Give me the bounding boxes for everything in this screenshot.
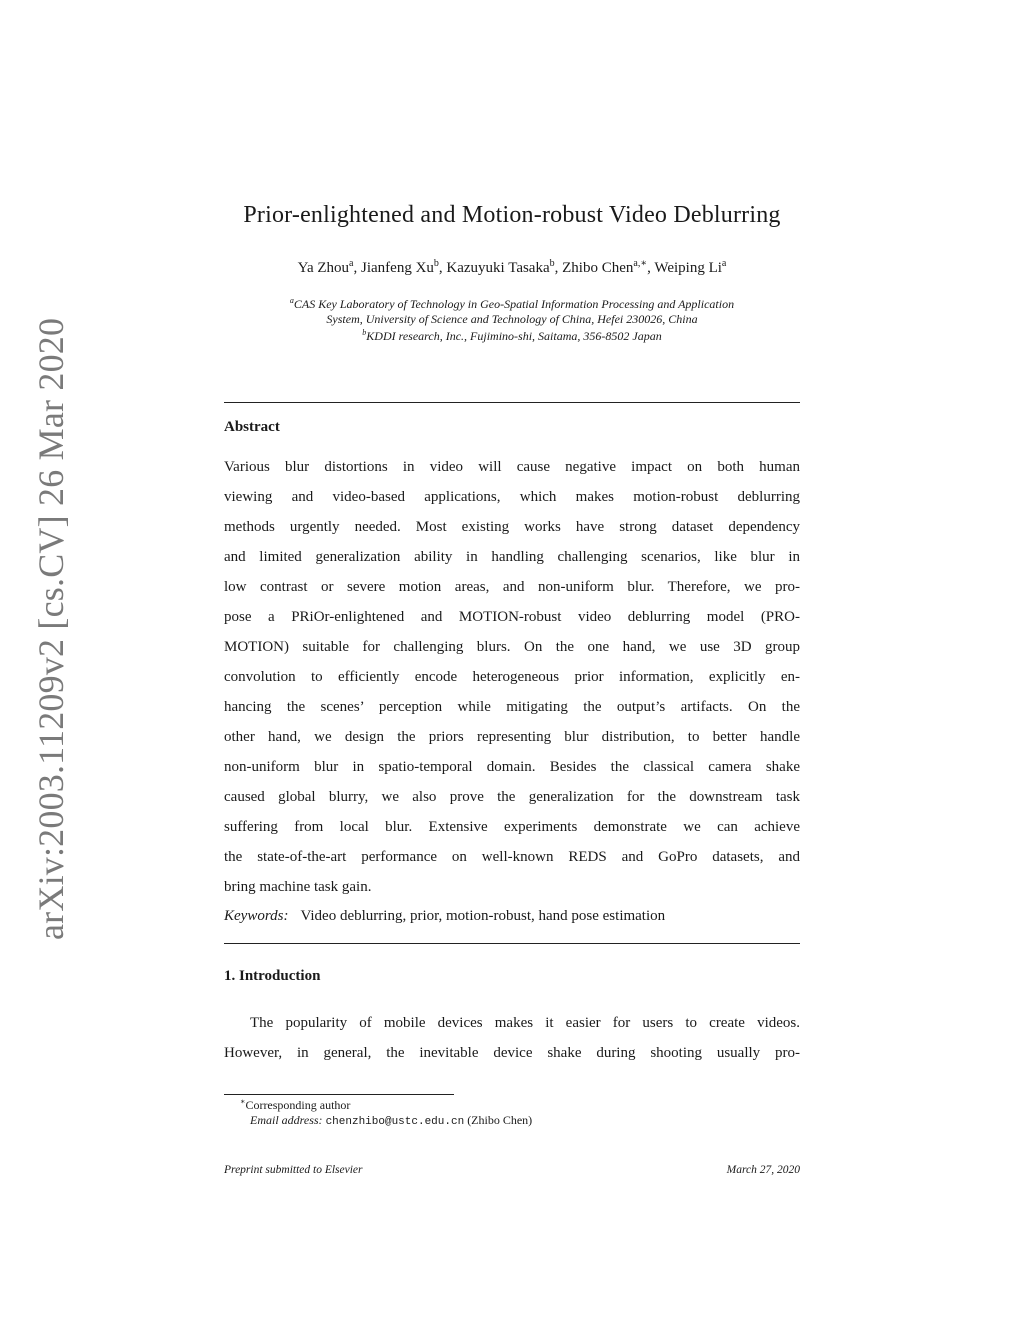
paper-title: Prior-enlightened and Motion-robust Video Deblurring [243,202,781,228]
keywords [224,908,665,925]
bottom-rule [224,943,800,944]
affiliation-a-line1: $^a$CAS Key Laboratory of Technology in Geo-Spatial Information Processing and Application [289,296,735,311]
abstract-line: convolution to efficiently encode heterogeneous prior information, explicitly en- [224,669,800,685]
abstract-line: low contrast or severe motion areas, and non-uniform blur. Therefore, we pro- [224,579,800,595]
section-heading-introduction: 1. Introduction [224,968,321,984]
abstract-line: suffering from local blur. Extensive experiments demonstrate we can achieve [224,819,800,835]
footnote-email: Email address: chenzhibo@ustc.edu.cn (Zhibo Chen) [250,1113,533,1128]
abstract-line: pose a PRiOr-enlightened and MOTION-robust video deblurring model (PRO- [224,609,800,625]
author: Jianfeng Xu$^b$ [361,258,439,276]
author: Kazuyuki Tasaka$^b$ [446,258,555,276]
affiliation-a-line2: System, University of Science and Technology of China, Hefei 230026, China [326,312,698,326]
top-rule [224,402,800,403]
abstract-line: non-uniform blur in spatio-temporal domain. Besides the classical camera shake [224,759,800,775]
abstract-line: viewing and video-based applications, which makes motion-robust deblurring [224,489,800,505]
footnote-corresponding: ∗Corresponding author [240,1097,351,1112]
introduction-body [224,1008,800,1068]
abstract-heading: Abstract [224,419,280,435]
abstract-line: and limited generalization ability in handling challenging scenarios, like blur in [224,549,800,565]
abstract-line: hancing the scenes’ perception while mitigating the output’s artifacts. On the [224,699,800,715]
author: Zhibo Chen$^{a,∗}$ [562,258,648,276]
author: Ya Zhou$^a$ [297,258,354,276]
affiliation-b: $^b$KDDI research, Inc., Fujimino-shi, Saitama, 356-8502 Japan [362,328,662,343]
abstract-line: Various blur distortions in video will cause negative impact on both human [224,459,800,475]
abstract-body [224,452,800,902]
intro-line: However, in general, the inevitable device shake during shooting usually pro- [224,1045,800,1061]
footer-date: March 27, 2020 [726,1164,800,1176]
abstract-line: caused global blurry, we also prove the generalization for the downstream task [224,789,800,805]
abstract-line: the state-of-the-art performance on well-known REDS and GoPro datasets, and [224,849,800,865]
author-list: Ya Zhou$^a$, Jianfeng Xu$^b$, Kazuyuki Tasaka$^b$, Zhibo Chen$^{a,∗}$, Weiping Li$^a$ [297,258,727,276]
arxiv-side-stamp: arXiv:2003.11209v2 [cs.CV] 26 Mar 2020 [31,317,71,940]
abstract-line: other hand, we design the priors representing blur distribution, to better handle [224,729,800,745]
abstract-line: bring machine task gain. [224,879,372,895]
intro-line: The popularity of mobile devices makes it easier for users to create videos. [250,1015,800,1031]
keywords-label: Keywords: [224,908,289,924]
author: Weiping Li$^a$ [654,258,727,276]
email-link[interactable]: chenzhibo@ustc.edu.cn [325,1116,465,1128]
abstract-line: methods urgently needed. Most existing works have strong dataset dependency [224,519,800,535]
footer-preprint: Preprint submitted to Elsevier [224,1164,363,1176]
keywords-text: Video deblurring, prior, motion-robust, hand pose estimation [300,908,666,924]
abstract-line: MOTION) suitable for challenging blurs. On the one hand, we use 3D group [224,639,800,655]
footnote-rule [224,1094,454,1095]
